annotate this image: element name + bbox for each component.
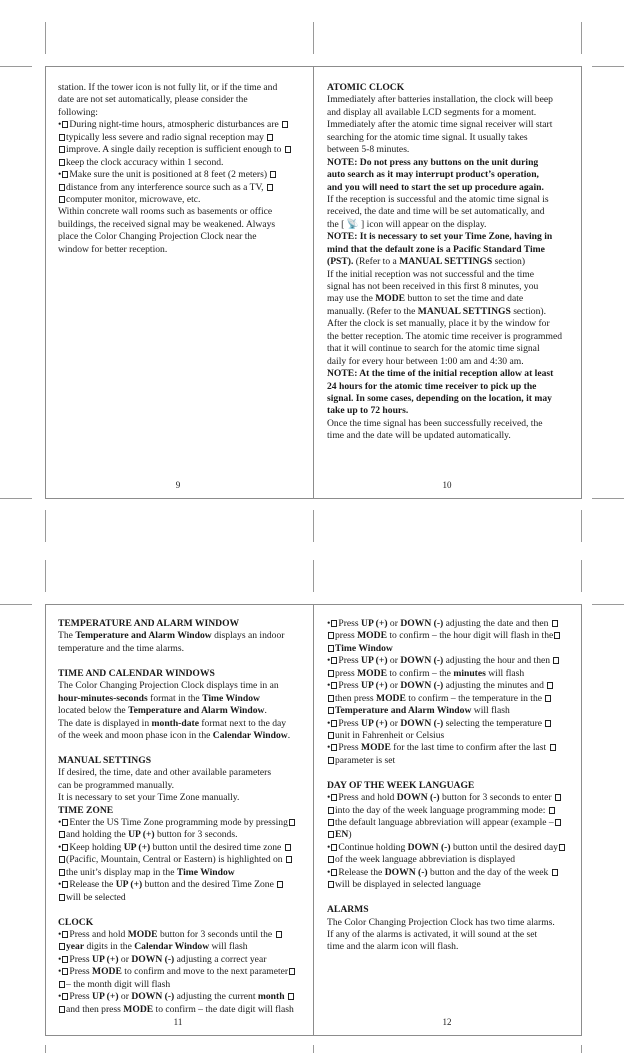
text-line: press MODE to confirm – the minutes will flash <box>327 668 575 680</box>
text-line: window for better reception. <box>58 243 168 255</box>
text-line: • Press UP (+) or DOWN (-) adjusting the minutes and <box>327 680 575 692</box>
text-line: Once the time signal has been successfully received, the <box>327 417 543 429</box>
checkbox-glyph-icon <box>328 831 334 838</box>
checkbox-glyph-icon <box>59 1006 65 1013</box>
checkbox-glyph-icon <box>559 844 565 851</box>
checkbox-glyph-icon <box>59 196 65 203</box>
crop-mark <box>313 1045 314 1053</box>
checkbox-glyph-icon <box>545 695 551 702</box>
checkbox-glyph-icon <box>285 844 291 851</box>
text-line: • Press UP (+) or DOWN (-) selecting the temperature <box>327 718 575 730</box>
checkbox-glyph-icon <box>289 968 295 975</box>
text-line: EN) <box>327 829 575 841</box>
checkbox-glyph-icon <box>267 134 273 141</box>
checkbox-glyph-icon <box>549 807 555 814</box>
text-line: ALARMS <box>327 904 369 916</box>
text-line: ATOMIC CLOCK <box>327 82 405 93</box>
text-line: • Release the DOWN (-) button and the day of the week <box>327 867 575 879</box>
text-line: TEMPERATURE AND ALARM WINDOW <box>58 618 240 629</box>
checkbox-glyph-icon <box>270 171 276 178</box>
text-line: will be displayed in selected language <box>327 879 575 891</box>
checkbox-glyph-icon <box>550 744 556 751</box>
checkbox-glyph-icon <box>552 869 558 876</box>
page-11-text <box>58 618 308 1016</box>
checkbox-glyph-icon <box>59 894 65 901</box>
checkbox-glyph-icon <box>62 121 68 128</box>
page-12-text <box>327 618 575 954</box>
text-line: year digits in the Calendar Window will flash <box>58 941 308 953</box>
checkbox-glyph-icon <box>331 869 337 876</box>
checkbox-glyph-icon <box>62 993 68 1000</box>
checkbox-glyph-icon <box>328 881 334 888</box>
checkbox-glyph-icon <box>62 931 68 938</box>
checkbox-glyph-icon <box>328 670 334 677</box>
checkbox-glyph-icon <box>553 657 559 664</box>
text-line: that it will continue to search for the atomic time signal <box>327 343 540 355</box>
text-line: Immediately after the atomic time signal receiver will start <box>327 119 553 131</box>
text-line: CLOCK <box>58 916 94 928</box>
checkbox-glyph-icon <box>286 856 292 863</box>
crop-mark <box>45 1045 46 1053</box>
text-line: typically less severe and radio signal reception may <box>58 132 308 144</box>
text-line: If desired, the time, date and other available parameters <box>58 767 272 779</box>
text-line: between 5-8 minutes. <box>327 144 410 156</box>
crop-mark <box>313 560 314 592</box>
crop-mark <box>0 604 32 605</box>
checkbox-glyph-icon <box>331 657 337 664</box>
text-line: If the initial reception was not successful and the time <box>327 268 535 280</box>
text-line: auto search as it may interrupt product’s operation, <box>327 169 539 181</box>
checkbox-glyph-icon <box>552 620 558 627</box>
text-line: daily for every hour between 1:00 am and 4:30 am. <box>327 355 524 367</box>
text-line: • Press and hold MODE button for 3 seconds until the <box>58 929 308 941</box>
crop-mark <box>313 22 314 54</box>
text-line: computer monitor, microwave, etc. <box>58 194 308 206</box>
text-line: • Press and hold DOWN (-) button for 3 seconds to enter <box>327 792 575 804</box>
text-line: of the week and moon phase icon in the Calendar Window. <box>58 729 291 741</box>
text-line: the unit’s display map in the Time Window <box>58 867 308 879</box>
checkbox-glyph-icon <box>555 819 561 826</box>
blank-line <box>58 904 308 916</box>
checkbox-glyph-icon <box>288 993 294 1000</box>
checkbox-glyph-icon <box>282 121 288 128</box>
crop-mark <box>0 498 32 499</box>
checkbox-glyph-icon <box>59 184 65 191</box>
text-line: Within concrete wall rooms such as basements or office <box>58 206 273 218</box>
page-number: 12 <box>442 1017 452 1027</box>
text-line: NOTE: It is necessary to set your Time Zone, having in <box>327 231 553 243</box>
crop-mark <box>581 510 582 542</box>
text-line: (PST). (Refer to a MANUAL SETTINGS section) <box>327 256 526 268</box>
checkbox-glyph-icon <box>62 819 68 826</box>
text-line: the default language abbreviation will appear (example – <box>327 817 575 829</box>
text-line: and you will need to start the set up procedure again. <box>327 181 544 193</box>
text-line: MANUAL SETTINGS <box>58 754 152 766</box>
text-line: parameter is set <box>327 755 575 767</box>
text-line: If the reception is successful and the atomic time signal is <box>327 193 549 205</box>
text-line: into the day of the week language programming mode: <box>327 805 575 817</box>
text-line: The Color Changing Projection Clock has two time alarms. <box>327 916 555 928</box>
text-line: date are not set automatically, please consider the <box>58 94 248 106</box>
checkbox-glyph-icon <box>331 720 337 727</box>
checkbox-glyph-icon <box>328 757 334 764</box>
checkbox-glyph-icon <box>276 931 282 938</box>
checkbox-glyph-icon <box>331 682 337 689</box>
spread-bottom-divider <box>313 604 314 1036</box>
checkbox-glyph-icon <box>62 844 68 851</box>
text-line: signal has not been received in this first 8 minutes, you <box>327 281 539 292</box>
text-line: may use the MODE button to set the time and date <box>327 293 524 305</box>
checkbox-glyph-icon <box>59 146 65 153</box>
text-line: • Release the UP (+) button and the desired Time Zone <box>58 879 308 891</box>
checkbox-glyph-icon <box>331 844 337 851</box>
text-line: • Continue holding DOWN (-) button until the desired day <box>327 842 575 854</box>
text-line: • During night-time hours, atmospheric disturbances are <box>58 119 308 131</box>
text-line: • Press UP (+) or DOWN (-) adjusting the date and then <box>327 618 575 630</box>
text-line: • Press UP (+) or DOWN (-) adjusting the current month <box>58 991 308 1003</box>
checkbox-glyph-icon <box>59 831 65 838</box>
crop-mark <box>0 66 32 67</box>
text-line: then press MODE to confirm – the temperature in the <box>327 693 575 705</box>
text-line: of the week language abbreviation is displayed <box>327 854 575 866</box>
text-line: • Make sure the unit is positioned at 8 feet (2 meters) <box>58 169 308 181</box>
checkbox-glyph-icon <box>331 794 337 801</box>
text-line: • Press MODE to confirm and move to the next parameter <box>58 966 308 978</box>
checkbox-glyph-icon <box>547 682 553 689</box>
crop-mark <box>45 22 46 54</box>
text-line: and display all available LCD segments for a moment. <box>327 106 537 118</box>
checkbox-glyph-icon <box>555 794 561 801</box>
text-line: will be selected <box>58 892 308 904</box>
text-line: buildings, the received signal may be weakened. Always <box>58 218 276 230</box>
text-line: station. If the tower icon is not fully lit, or if the time and <box>58 82 278 93</box>
checkbox-glyph-icon <box>62 171 68 178</box>
text-line: distance from any interference source such as a TV, <box>58 182 308 194</box>
text-line: can be programmed manually. <box>58 779 175 791</box>
text-line: Temperature and Alarm Window will flash <box>327 705 575 717</box>
crop-mark <box>592 66 624 67</box>
text-line: TIME ZONE <box>58 804 114 816</box>
checkbox-glyph-icon <box>331 620 337 627</box>
text-line: temperature and the time alarms. <box>58 642 184 654</box>
checkbox-glyph-icon <box>328 856 334 863</box>
checkbox-glyph-icon <box>328 645 334 652</box>
text-line: • Enter the US Time Zone programming mode by pressing <box>58 817 308 829</box>
text-line: searching for the atomic time signal. It usually takes <box>327 131 528 143</box>
checkbox-glyph-icon <box>62 956 68 963</box>
crop-mark <box>581 560 582 592</box>
checkbox-glyph-icon <box>328 632 334 639</box>
blank-line <box>58 655 308 667</box>
crop-mark <box>45 560 46 592</box>
text-line: Immediately after batteries installation, the clock will beep <box>327 94 553 106</box>
text-line: 24 hours for the atomic time receiver to pick up the <box>327 380 537 392</box>
text-line: The Color Changing Projection Clock displays time in an <box>58 680 279 692</box>
text-line: It is necessary to set your Time Zone manually. <box>58 792 240 804</box>
text-line: place the Color Changing Projection Clock near the <box>58 231 257 243</box>
checkbox-glyph-icon <box>328 807 334 814</box>
checkbox-glyph-icon <box>285 146 291 153</box>
checkbox-glyph-icon <box>328 695 334 702</box>
text-line: • Keep holding UP (+) button until the desired time zone <box>58 842 308 854</box>
checkbox-glyph-icon <box>62 968 68 975</box>
text-line: mind that the default zone is a Pacific Standard Time <box>327 243 545 255</box>
checkbox-glyph-icon <box>331 744 337 751</box>
crop-mark <box>581 1045 582 1053</box>
text-line: DAY OF THE WEEK LANGUAGE <box>327 779 475 791</box>
text-line: hour-minutes-seconds format in the Time Window <box>58 692 260 704</box>
checkbox-glyph-icon <box>59 869 65 876</box>
text-line: time and the date will be updated automatically. <box>327 430 511 442</box>
checkbox-glyph-icon <box>59 159 65 166</box>
spread-top-divider <box>313 66 314 499</box>
text-line: improve. A single daily reception is sufficient enough to <box>58 144 308 156</box>
checkbox-glyph-icon <box>554 632 560 639</box>
text-line: manually. (Refer to the MANUAL SETTINGS section). <box>327 305 546 317</box>
crop-mark <box>592 498 624 499</box>
text-line: the [ 📡 ] icon will appear on the display. <box>327 218 487 230</box>
blank-line <box>327 892 575 904</box>
text-line: keep the clock accuracy within 1 second. <box>58 157 308 169</box>
checkbox-glyph-icon <box>289 819 295 826</box>
checkbox-glyph-icon <box>62 881 68 888</box>
text-line: NOTE: At the time of the initial reception allow at least <box>327 368 554 380</box>
text-line: and then press MODE to confirm – the date digit will flash <box>58 1004 308 1016</box>
checkbox-glyph-icon <box>59 943 65 950</box>
text-line: • Press UP (+) or DOWN (-) adjusting the hour and then <box>327 655 575 667</box>
checkbox-glyph-icon <box>277 881 283 888</box>
checkbox-glyph-icon <box>328 707 334 714</box>
text-line: (Pacific, Mountain, Central or Eastern) is highlighted on <box>58 854 308 866</box>
crop-mark <box>581 22 582 54</box>
crop-mark <box>313 510 314 542</box>
text-line: time and the alarm icon will flash. <box>327 941 459 953</box>
text-line: The date is displayed in month-date format next to the day <box>58 717 287 729</box>
page-10-text <box>327 82 575 443</box>
crop-mark <box>592 604 624 605</box>
checkbox-glyph-icon <box>267 184 273 191</box>
text-line: • Press MODE for the last time to confirm after the last <box>327 742 575 754</box>
text-line: TIME AND CALENDAR WINDOWS <box>58 667 215 679</box>
text-line: unit in Fahrenheit or Celsius <box>327 730 575 742</box>
text-line: Time Window <box>327 643 575 655</box>
checkbox-glyph-icon <box>545 720 551 727</box>
text-line: The Temperature and Alarm Window displays an indoor <box>58 630 285 642</box>
page-9-text <box>58 82 308 256</box>
text-line: take up to 72 hours. <box>327 405 409 417</box>
checkbox-glyph-icon <box>59 134 65 141</box>
text-line: received, the date and time will be set automatically, and <box>327 206 545 218</box>
text-line: following: <box>58 106 98 118</box>
page-number: 9 <box>175 480 181 490</box>
text-line: – the month digit will flash <box>58 979 308 991</box>
text-line: signal. In some cases, depending on the location, it may <box>327 392 552 404</box>
text-line: located below the Temperature and Alarm Window. <box>58 705 267 717</box>
text-line: • Press UP (+) or DOWN (-) adjusting a correct year <box>58 953 267 965</box>
text-line: NOTE: Do not press any buttons on the unit during <box>327 156 539 168</box>
blank-line <box>327 767 575 779</box>
text-line: and holding the UP (+) button for 3 seconds. <box>58 829 308 841</box>
checkbox-glyph-icon <box>328 819 334 826</box>
text-line: the better reception. The atomic time receiver is programmed <box>327 330 563 342</box>
checkbox-glyph-icon <box>59 856 65 863</box>
text-line: After the clock is set manually, place it by the window for <box>327 318 550 330</box>
text-line: If any of the alarms is activated, it will sound at the set <box>327 928 538 940</box>
page-number: 11 <box>173 1017 183 1027</box>
page-number: 10 <box>442 480 452 490</box>
text-line: press MODE to confirm – the hour digit will flash in the <box>327 630 575 642</box>
checkbox-glyph-icon <box>59 981 65 988</box>
checkbox-glyph-icon <box>328 732 334 739</box>
crop-mark <box>45 510 46 542</box>
blank-line <box>58 742 308 754</box>
